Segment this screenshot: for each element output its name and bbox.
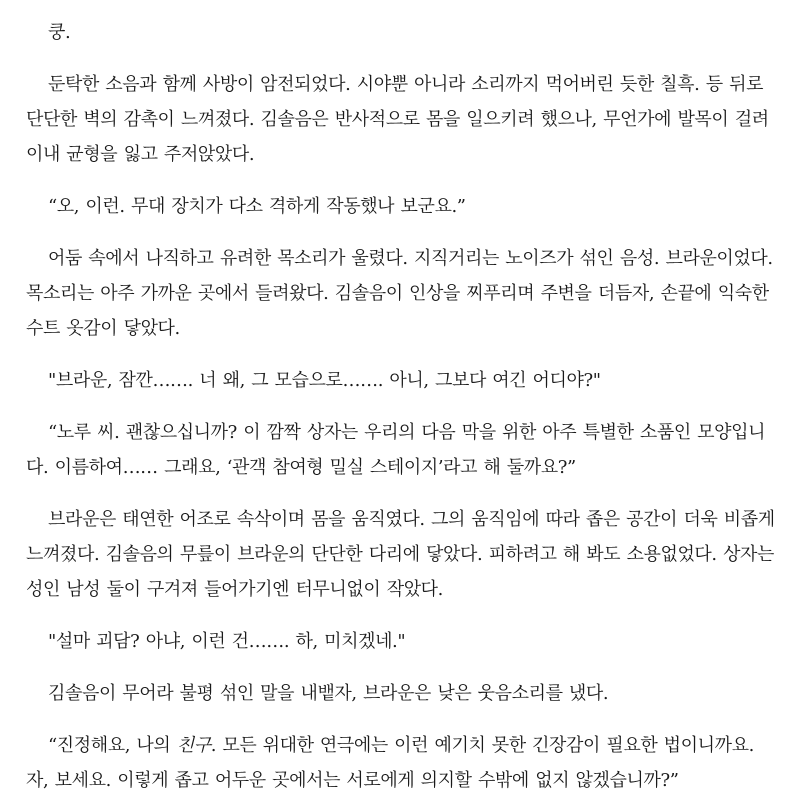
emphasis-word: 친구 — [176, 735, 211, 756]
paragraph-4: 어둠 속에서 나직하고 유려한 목소리가 울렸다. 지직거리는 노이즈가 섞인 음성. 브라운이었다. 목소리는 아주 가까운 곳에서 들려왔다. 김솔음이 인상을 찌푸리며 주변을 더듬자, 손끝에 익숙한 수트 옷감이 닿았다. — [26, 248, 773, 339]
paragraph-10-after: . 모든 위대한 연극에는 이런 예기치 못한 긴장감이 필요한 법이니까요. 자, 보세요. 이렇게 좁고 어두운 곳에서는 서로에게 의지할 수밖에 없지 않겠습니까?” — [26, 735, 754, 791]
paragraph-5: "브라운, 잠깐……. 너 왜, 그 모습으로……. 아니, 그보다 여긴 어디야?" — [48, 370, 601, 391]
paragraph-6: “노루 씨. 괜찮으십니까? 이 깜짝 상자는 우리의 다음 막을 위한 아주 특별한 소품인 모양입니다. 이름하여…… 그래요, ‘관객 참여형 밀실 스테이지’라고 해 둘까요?” — [26, 422, 766, 478]
paragraph-10-before: “진정해요, 나의 — [48, 735, 177, 756]
paragraph-1: 쿵. — [48, 22, 71, 43]
paragraph-3: “오, 이런. 무대 장치가 다소 격하게 작동했나 보군요.” — [48, 196, 466, 217]
paragraph-7: 브라운은 태연한 어조로 속삭이며 몸을 움직였다. 그의 움직임에 따라 좁은 공간이 더욱 비좁게 느껴졌다. 김솔음의 무릎이 브라운의 단단한 다리에 닿았다. 피하려고 해 봐도 소용없었다. 상자는 성인 남성 둘이 구겨져 들어가기엔 터무니없이 작았다. — [26, 509, 775, 600]
paragraph-10 — [26, 728, 781, 798]
paragraph-2: 둔탁한 소음과 함께 사방이 암전되었다. 시야뿐 아니라 소리까지 먹어버린 듯한 칠흑. 등 뒤로 단단한 벽의 감촉이 느껴졌다. 김솔음은 반사적으로 몸을 일으키려 했으나, 무언가에 발목이 걸려 이내 균형을 잃고 주저앉았다. — [26, 74, 769, 165]
paragraph-8: "설마 괴담? 아냐, 이런 건……. 하, 미치겠네." — [48, 631, 406, 652]
paragraph-9: 김솔음이 무어라 불평 섞인 말을 내뱉자, 브라운은 낮은 웃음소리를 냈다. — [48, 683, 609, 704]
document-body — [26, 15, 781, 798]
